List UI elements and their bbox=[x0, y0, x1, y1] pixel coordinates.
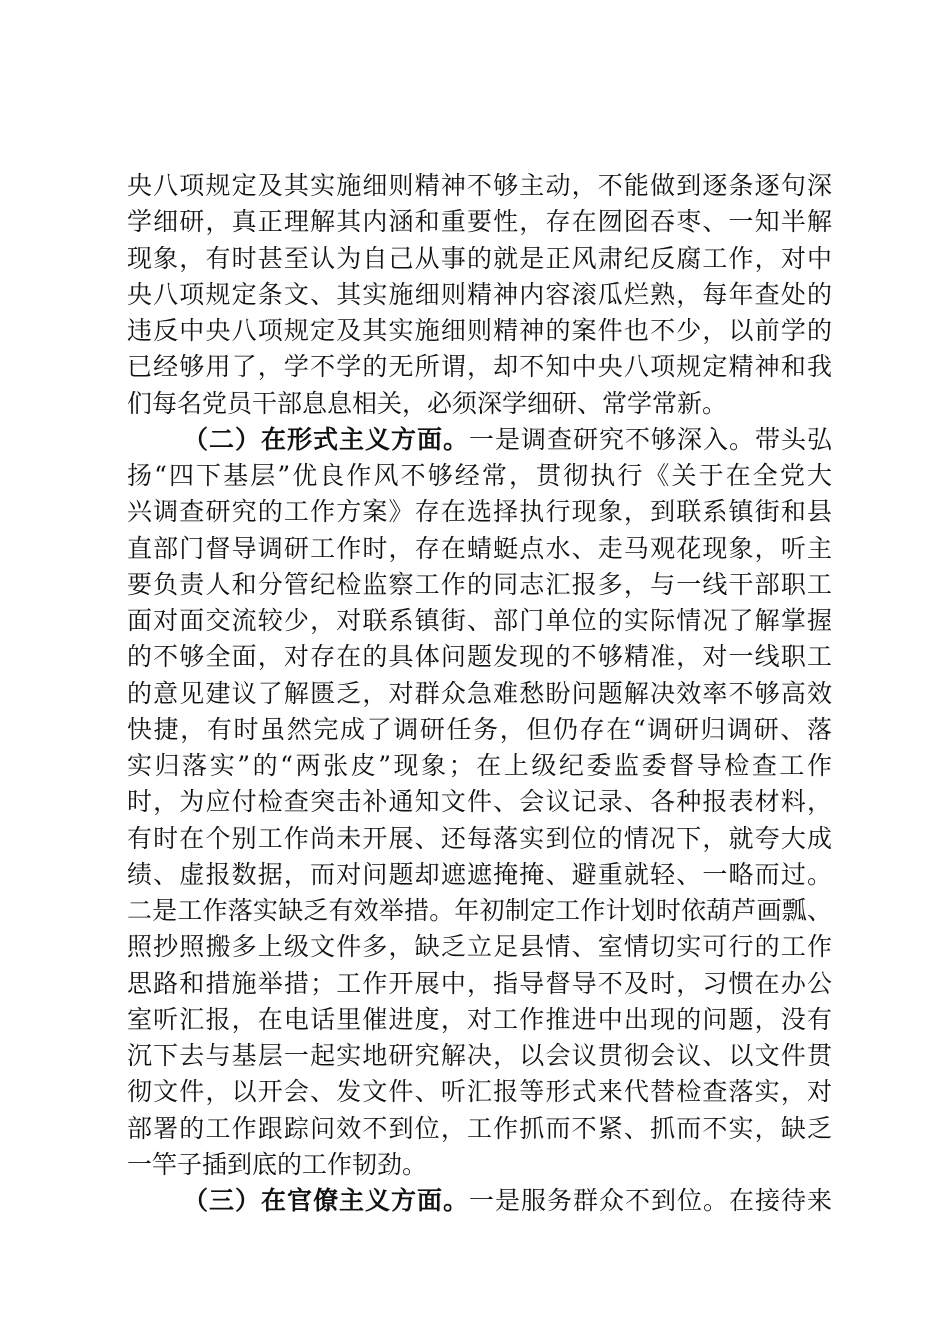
text-line: 彻文件，以开会、发文件、听汇报等形式来代替检查落实，对 bbox=[127, 1077, 832, 1107]
paragraph-first-line bbox=[127, 422, 832, 458]
text-line: 已经够用了，学不学的无所谓，却不知中央八项规定精神和我 bbox=[127, 352, 832, 382]
paragraph-3 bbox=[127, 1183, 832, 1219]
text-line: 实归落实”的“两张皮”现象；在上级纪委监委督导检查工作 bbox=[127, 751, 832, 780]
body-text bbox=[127, 168, 832, 1219]
text-run: 一是调查研究不够深入。带头弘 bbox=[469, 424, 832, 454]
text-line: 一竿子插到底的工作韧劲。 bbox=[127, 1149, 428, 1179]
paragraph-1 bbox=[127, 168, 832, 422]
paragraph-2 bbox=[127, 422, 832, 1183]
text-line: 部署的工作跟踪问效不到位，工作抓而不紧、抓而不实，缺乏 bbox=[127, 1113, 832, 1143]
text-line: 兴调查研究的工作方案》存在选择执行现象，到联系镇街和县 bbox=[127, 497, 832, 527]
text-line: 时，为应付检查突击补通知文件、会议记录、各种报表材料， bbox=[127, 787, 832, 817]
text-line: 思路和措施举措；工作开展中，指导督导不及时，习惯在办公 bbox=[127, 968, 832, 998]
section-heading: （三）在官僚主义方面。 bbox=[183, 1186, 469, 1215]
text-line: 违反中央八项规定及其实施细则精神的案件也不少，以前学的 bbox=[127, 316, 832, 345]
text-line: 有时在个别工作尚未开展、还每落实到位的情况下，就夸大成 bbox=[127, 823, 832, 853]
text-run: 一是服务群众不到位。在接待来 bbox=[469, 1186, 832, 1215]
text-line: 沉下去与基层一起实地研究解决，以会议贯彻会议、以文件贯 bbox=[127, 1041, 832, 1070]
text-line: 要负责人和分管纪检监察工作的同志汇报多，与一线干部职工 bbox=[127, 569, 832, 599]
text-line: 的意见建议了解匮乏，对群众急难愁盼问题解决效率不够高效 bbox=[127, 678, 832, 708]
text-line: 现象，有时甚至认为自己从事的就是正风肃纪反腐工作，对中 bbox=[127, 243, 832, 273]
text-line: 照抄照搬多上级文件多，缺乏立足县情、室情切实可行的工作 bbox=[127, 932, 832, 962]
text-line: 绩、虚报数据，而对问题却遮遮掩掩、避重就轻、一略而过。 bbox=[127, 859, 832, 889]
text-line: 快捷，有时虽然完成了调研任务，但仍存在“调研归调研、落 bbox=[127, 714, 832, 744]
text-line: 室听汇报，在电话里催进度，对工作推进中出现的问题，没有 bbox=[127, 1004, 832, 1034]
paragraph-first-line bbox=[127, 1183, 832, 1219]
text-line: 央八项规定及其实施细则精神不够主动，不能做到逐条逐句深 bbox=[127, 171, 832, 200]
text-line: 学细研，真正理解其内涵和重要性，存在囫囵吞枣、一知半解 bbox=[127, 207, 832, 237]
text-line: 们每名党员干部息息相关，必须深学细研、常学常新。 bbox=[127, 388, 728, 418]
text-line: 扬“四下基层”优良作风不够经常，贯彻执行《关于在全党大 bbox=[127, 461, 832, 490]
text-line: 直部门督导调研工作时，存在蜻蜓点水、走马观花现象，听主 bbox=[127, 533, 832, 563]
section-heading: （二）在形式主义方面。 bbox=[183, 424, 469, 454]
text-line: 二是工作落实缺乏有效举措。年初制定工作计划时依葫芦画瓢、 bbox=[127, 896, 832, 925]
text-line: 面对面交流较少，对联系镇街、部门单位的实际情况了解掌握 bbox=[127, 606, 832, 635]
text-line: 央八项规定条文、其实施细则精神内容滚瓜烂熟，每年查处的 bbox=[127, 279, 832, 309]
text-line: 的不够全面，对存在的具体问题发现的不够精准，对一线职工 bbox=[127, 642, 832, 672]
